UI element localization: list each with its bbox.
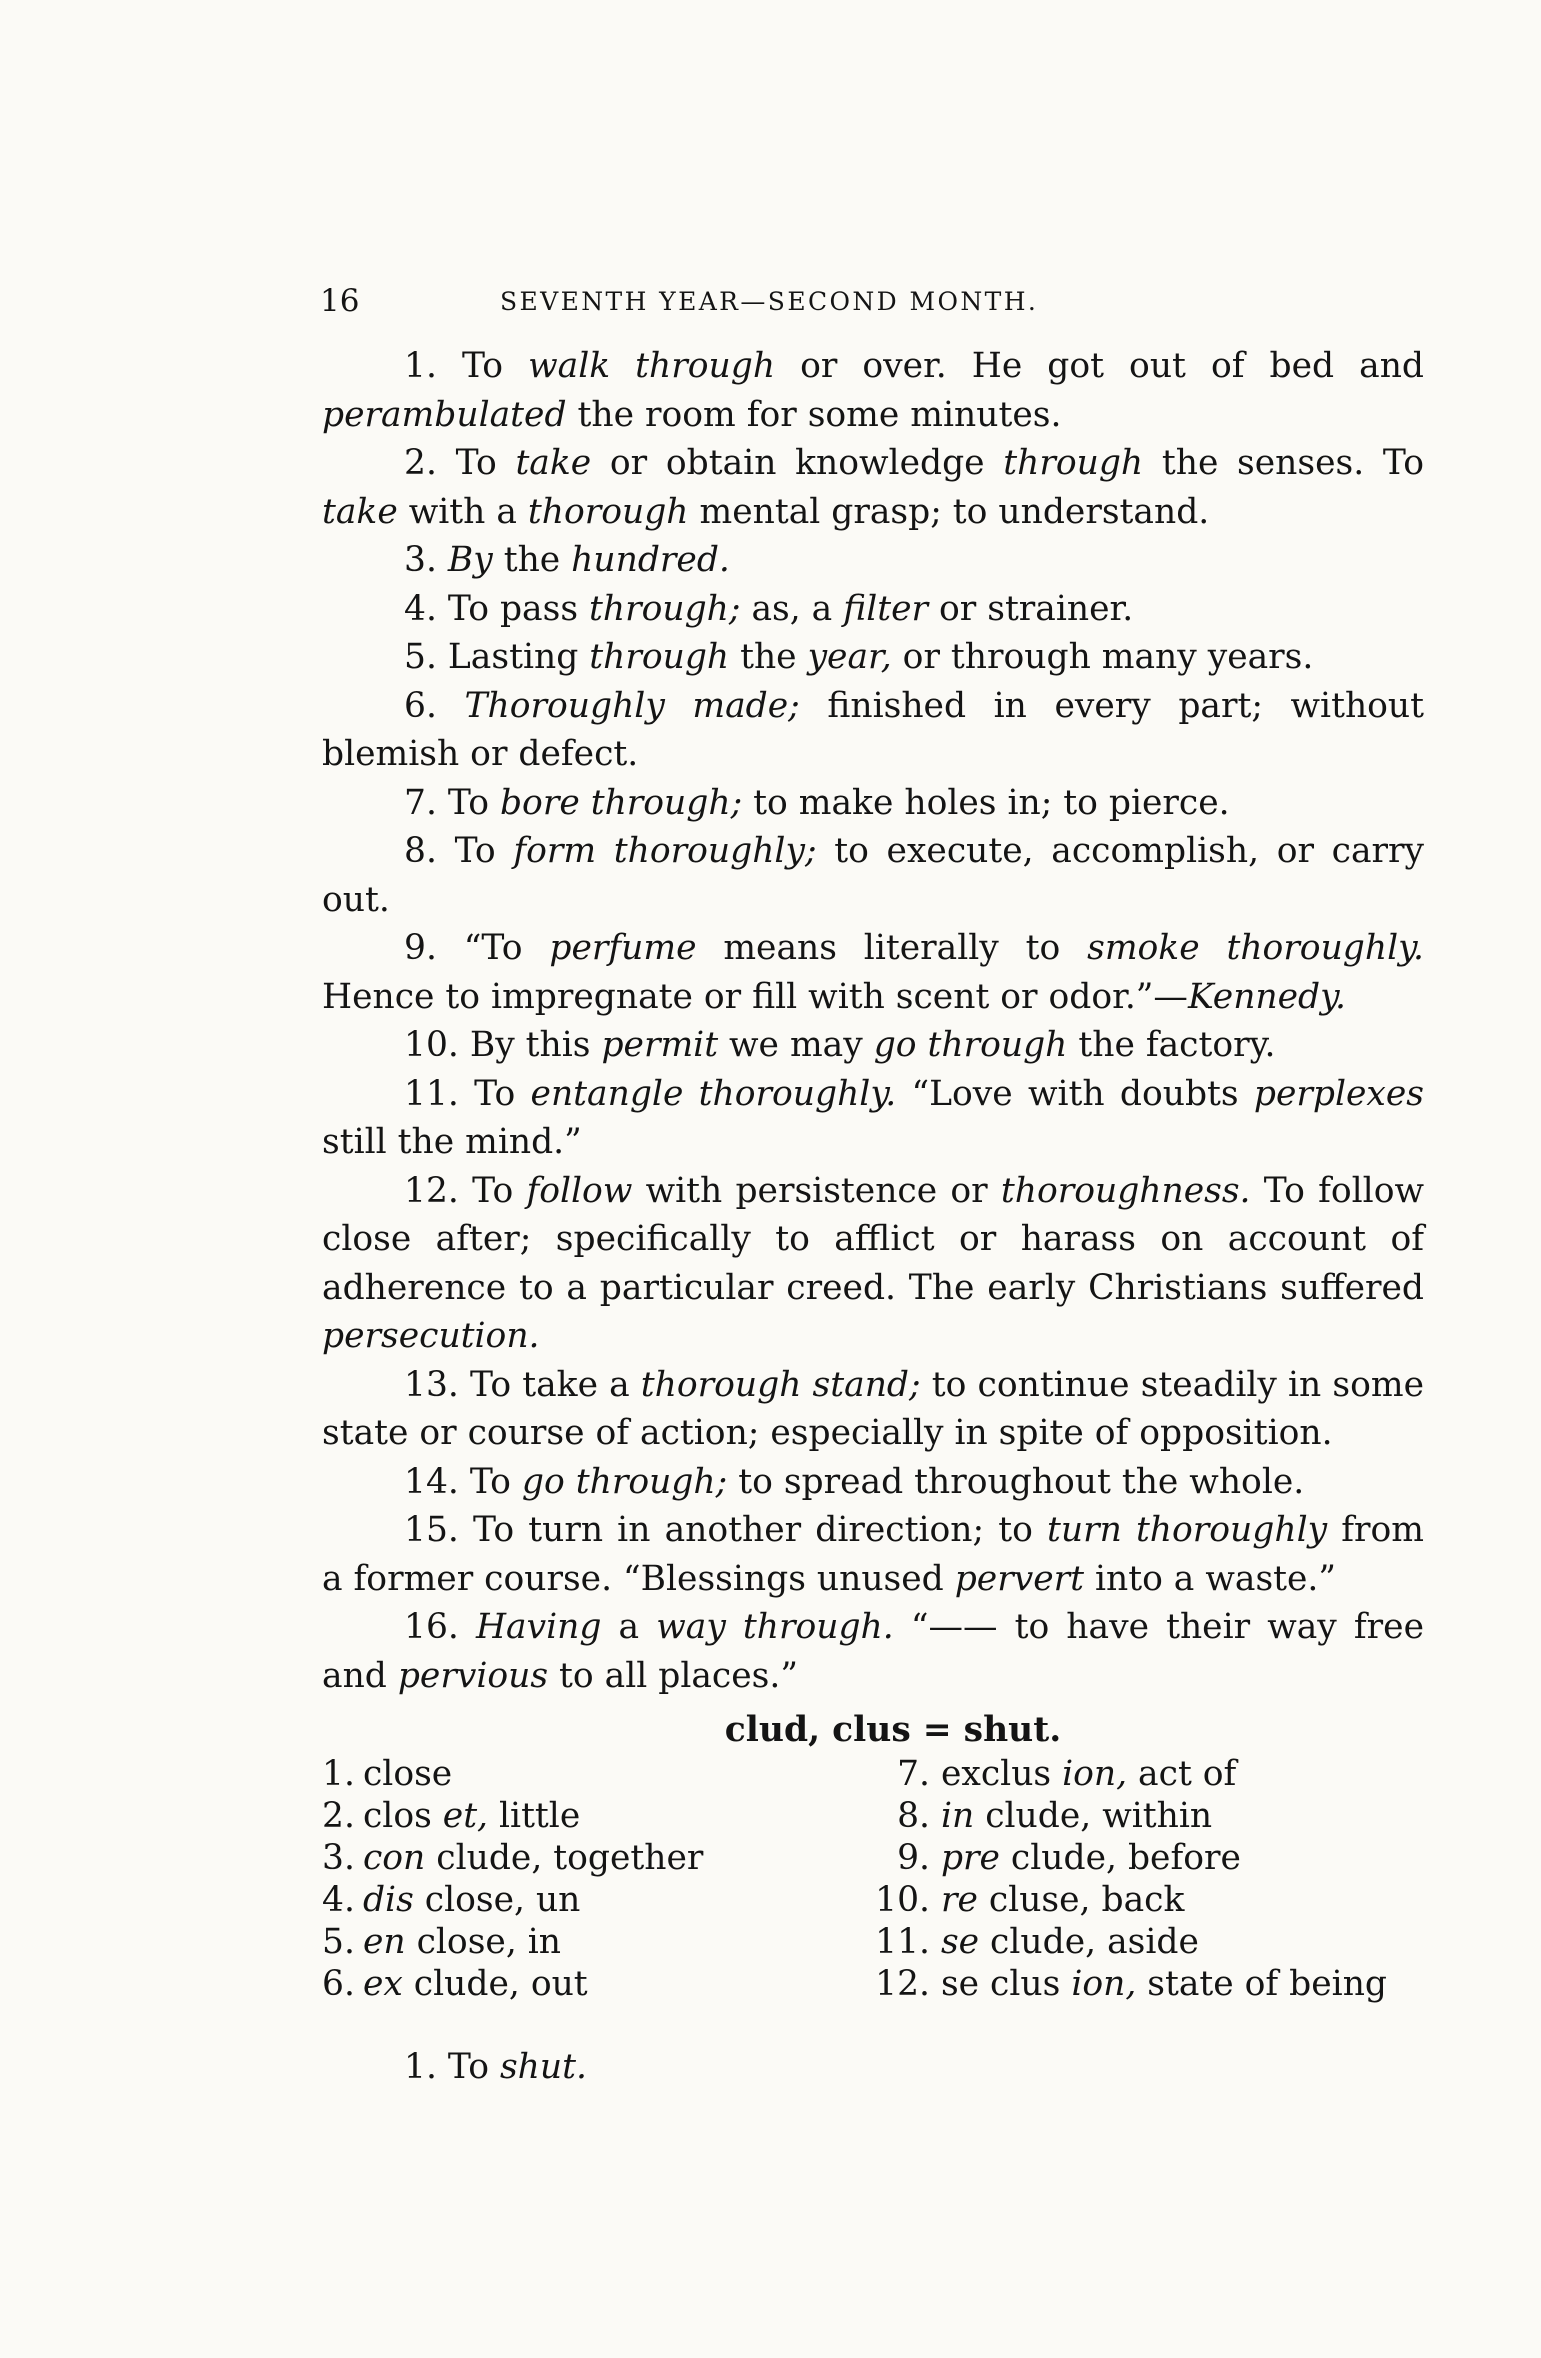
italic-text: Thoroughly made; [464, 685, 800, 726]
text-run: To [455, 443, 516, 483]
italic-text: perfume [549, 928, 697, 968]
italic-text: in [940, 1795, 975, 1836]
italic-text: pre [940, 1837, 1000, 1878]
italic-text: thorough [527, 491, 689, 532]
definition-list [322, 342, 1424, 1700]
text-run: finished in every part; without blemish or defect. [322, 685, 1425, 774]
text-run: Lasting [447, 637, 590, 677]
word-number: 7. [897, 1753, 930, 1794]
definition-item [322, 1021, 1424, 1070]
italic-text: thorough stand; [640, 1364, 921, 1405]
definition-item [322, 536, 1424, 585]
text-run: clude, within [974, 1795, 1213, 1836]
item-number: 6. [404, 685, 437, 726]
italic-text: year, [807, 637, 892, 677]
page-header [320, 283, 1400, 323]
text-run: To [469, 1461, 522, 1502]
item-number: 9. [404, 928, 437, 968]
definition-item [322, 682, 1424, 779]
italic-text: follow [526, 1170, 633, 1211]
text-run: mental grasp; to understand. [688, 491, 1210, 532]
item-number: 1. [404, 2046, 437, 2087]
italic-text: shut. [499, 2046, 587, 2087]
word-item [870, 1837, 1387, 1879]
word-number: 8. [897, 1795, 930, 1836]
italic-text: ex [362, 1963, 403, 2004]
word-item [870, 1795, 1387, 1837]
italic-text: Kennedy. [1187, 976, 1347, 1017]
word-item [322, 1837, 703, 1879]
italic-text: take [515, 443, 592, 483]
text-run: To [447, 782, 500, 823]
text-run: close, un [413, 1879, 581, 1920]
italic-text: pervert [954, 1558, 1084, 1599]
word-number: 5. [322, 1921, 355, 1962]
text-run: “To [463, 928, 550, 968]
definition-item [322, 585, 1424, 634]
italic-text: se [940, 1921, 980, 1962]
italic-text: through [589, 637, 730, 677]
item-number: 11. [404, 1073, 459, 1114]
word-item [322, 1963, 703, 2005]
item-number: 10. [404, 1025, 459, 1065]
text-run: or obtain knowledge [591, 443, 1004, 483]
word-item [322, 1753, 703, 1795]
italic-text: perplexes [1253, 1073, 1425, 1114]
word-number: 11. [875, 1921, 930, 1962]
italic-text: By [447, 540, 493, 580]
text-run: the senses. To [1143, 443, 1424, 483]
text-run: “Love with doubts [896, 1073, 1254, 1114]
text-run: the [729, 637, 808, 677]
text-run: close, in [405, 1921, 562, 1962]
text-run: a [601, 1607, 657, 1647]
definition-item [322, 1361, 1424, 1458]
word-number: 9. [897, 1837, 930, 1878]
text-run: To pass [447, 588, 589, 629]
text-run: with a [397, 491, 528, 532]
word-item [870, 1963, 1387, 2005]
text-run: To [472, 1170, 527, 1211]
running-title: SEVENTH YEAR—SECOND MONTH. [500, 287, 1039, 316]
text-run: To [454, 831, 514, 871]
page-body [322, 342, 1424, 2091]
word-column-right [870, 1753, 1387, 2005]
definition-item [322, 1458, 1424, 1507]
italic-text: perambulated [322, 394, 567, 435]
definition-item [322, 633, 1424, 682]
italic-text: permit [601, 1025, 719, 1065]
item-number: 7. [404, 782, 437, 823]
word-item [870, 1921, 1387, 1963]
text-run: clude, together [425, 1837, 704, 1878]
italic-text: Having [475, 1607, 602, 1647]
text-run: Hence to impregnate or fill with scent or odor.”— [322, 976, 1188, 1017]
italic-text: go through; [521, 1461, 728, 1502]
text-run: se clus [940, 1963, 1072, 2004]
page-number: 16 [320, 283, 360, 319]
text-run: To [447, 2046, 500, 2087]
text-run: to execute, accomplish, or carry out. [322, 831, 1424, 920]
text-run: we may [718, 1025, 874, 1065]
text-run: to spread throughout the whole. [727, 1461, 1305, 1502]
definition-item [322, 342, 1424, 439]
text-run: to make holes in; to pierce. [742, 782, 1230, 823]
text-run: close [362, 1753, 453, 1794]
root-heading: clud, clus = shut. [724, 1710, 1062, 1750]
italic-text: con [362, 1837, 426, 1878]
word-number: 10. [875, 1879, 930, 1920]
text-run: exclus [940, 1753, 1063, 1794]
italic-text: go through [873, 1025, 1068, 1065]
text-run: as, a [740, 588, 844, 629]
text-run: To take a [470, 1364, 641, 1405]
italic-text: form thoroughly; [513, 831, 817, 871]
word-number: 4. [322, 1879, 355, 1920]
text-run: with persistence or [632, 1170, 1001, 1211]
item-number: 2. [404, 443, 437, 483]
word-item [870, 1879, 1387, 1921]
definition-item [322, 779, 1424, 828]
italic-text: thoroughness. [1000, 1170, 1251, 1211]
text-run: or strainer. [928, 588, 1134, 629]
item-number: 16. [404, 1607, 459, 1647]
text-run: To turn in another direction; to [473, 1510, 1048, 1550]
text-run: clude, before [999, 1837, 1241, 1878]
word-number: 12. [875, 1963, 930, 2004]
text-run: to continue steadily in some state or course of action; especially in spite of opposition. [322, 1364, 1424, 1453]
text-run: clos [362, 1795, 443, 1836]
text-run: the [492, 540, 572, 580]
text-run: state of being [1136, 1963, 1388, 2004]
text-run: To [474, 1073, 531, 1114]
text-run: to all places.” [548, 1655, 798, 1696]
word-number: 3. [322, 1837, 355, 1878]
italic-text: through; [589, 588, 741, 629]
text-run: the factory. [1067, 1025, 1276, 1065]
text-run: By this [469, 1025, 602, 1065]
word-columns [322, 1753, 1424, 2051]
word-column-left [322, 1753, 703, 2005]
italic-text: walk through [528, 346, 776, 386]
definition-item [322, 924, 1424, 1021]
italic-text: ion, [1062, 1753, 1128, 1794]
item-number: 12. [404, 1170, 459, 1211]
definition-item [322, 1603, 1424, 1700]
item-number: 5. [404, 637, 437, 677]
italic-text: hundred. [571, 540, 730, 580]
text-run: means literally to [696, 928, 1088, 968]
item-number: 1. [404, 346, 437, 386]
text-run: To follow close after; specifically to afflict or harass on account of adherence to a particular creed. The early Christians suffered [322, 1170, 1424, 1308]
italic-text: way through. [656, 1607, 894, 1647]
text-run: cluse, back [977, 1879, 1185, 1920]
italic-text: smoke thoroughly. [1087, 928, 1425, 968]
italic-text: entangle thoroughly. [530, 1073, 897, 1114]
text-run: or over. He got out of bed and [775, 346, 1425, 386]
italic-text: persecution. [322, 1316, 540, 1356]
text-run: into a waste.” [1083, 1558, 1337, 1599]
italic-text: en [362, 1921, 406, 1962]
italic-text: re [940, 1879, 978, 1920]
text-run: clude, aside [979, 1921, 1199, 1962]
word-item [322, 1879, 703, 1921]
text-run: the room for some minutes. [566, 394, 1062, 435]
definition-item [322, 439, 1424, 536]
word-number: 2. [322, 1795, 355, 1836]
definition-item [322, 1070, 1424, 1167]
italic-text: et, [442, 1795, 489, 1836]
italic-text: pervious [397, 1655, 549, 1696]
word-item [870, 1753, 1387, 1795]
item-number: 14. [404, 1461, 459, 1502]
word-number: 1. [322, 1753, 355, 1794]
italic-text: turn thoroughly [1047, 1510, 1328, 1550]
item-number: 4. [404, 588, 437, 629]
definition-item [322, 1167, 1424, 1361]
text-run: “—— to have their way free and [322, 1607, 1424, 1696]
italic-text: through [1003, 443, 1144, 483]
item-number: 13. [404, 1364, 459, 1405]
definition-item [322, 1506, 1424, 1603]
text-run: clude, out [402, 1963, 588, 2004]
word-item [322, 1921, 703, 1963]
italic-text: bore through; [499, 782, 743, 823]
text-run: still the mind.” [322, 1122, 582, 1162]
definition-item [322, 827, 1424, 924]
word-item [322, 1795, 703, 1837]
item-number: 8. [404, 831, 437, 871]
italic-text: filter [843, 588, 929, 629]
item-number: 3. [404, 540, 437, 580]
item-number: 15. [404, 1510, 459, 1550]
text-run: or through many years. [891, 637, 1314, 677]
text-run: To [461, 346, 529, 386]
italic-text: dis [362, 1879, 414, 1920]
text-run: from a former course. “Blessings unused [322, 1510, 1424, 1599]
word-number: 6. [322, 1963, 355, 2004]
italic-text: ion, [1071, 1963, 1137, 2004]
text-run: act of [1127, 1753, 1237, 1794]
text-run: little [488, 1795, 581, 1836]
italic-text: take [322, 491, 398, 532]
